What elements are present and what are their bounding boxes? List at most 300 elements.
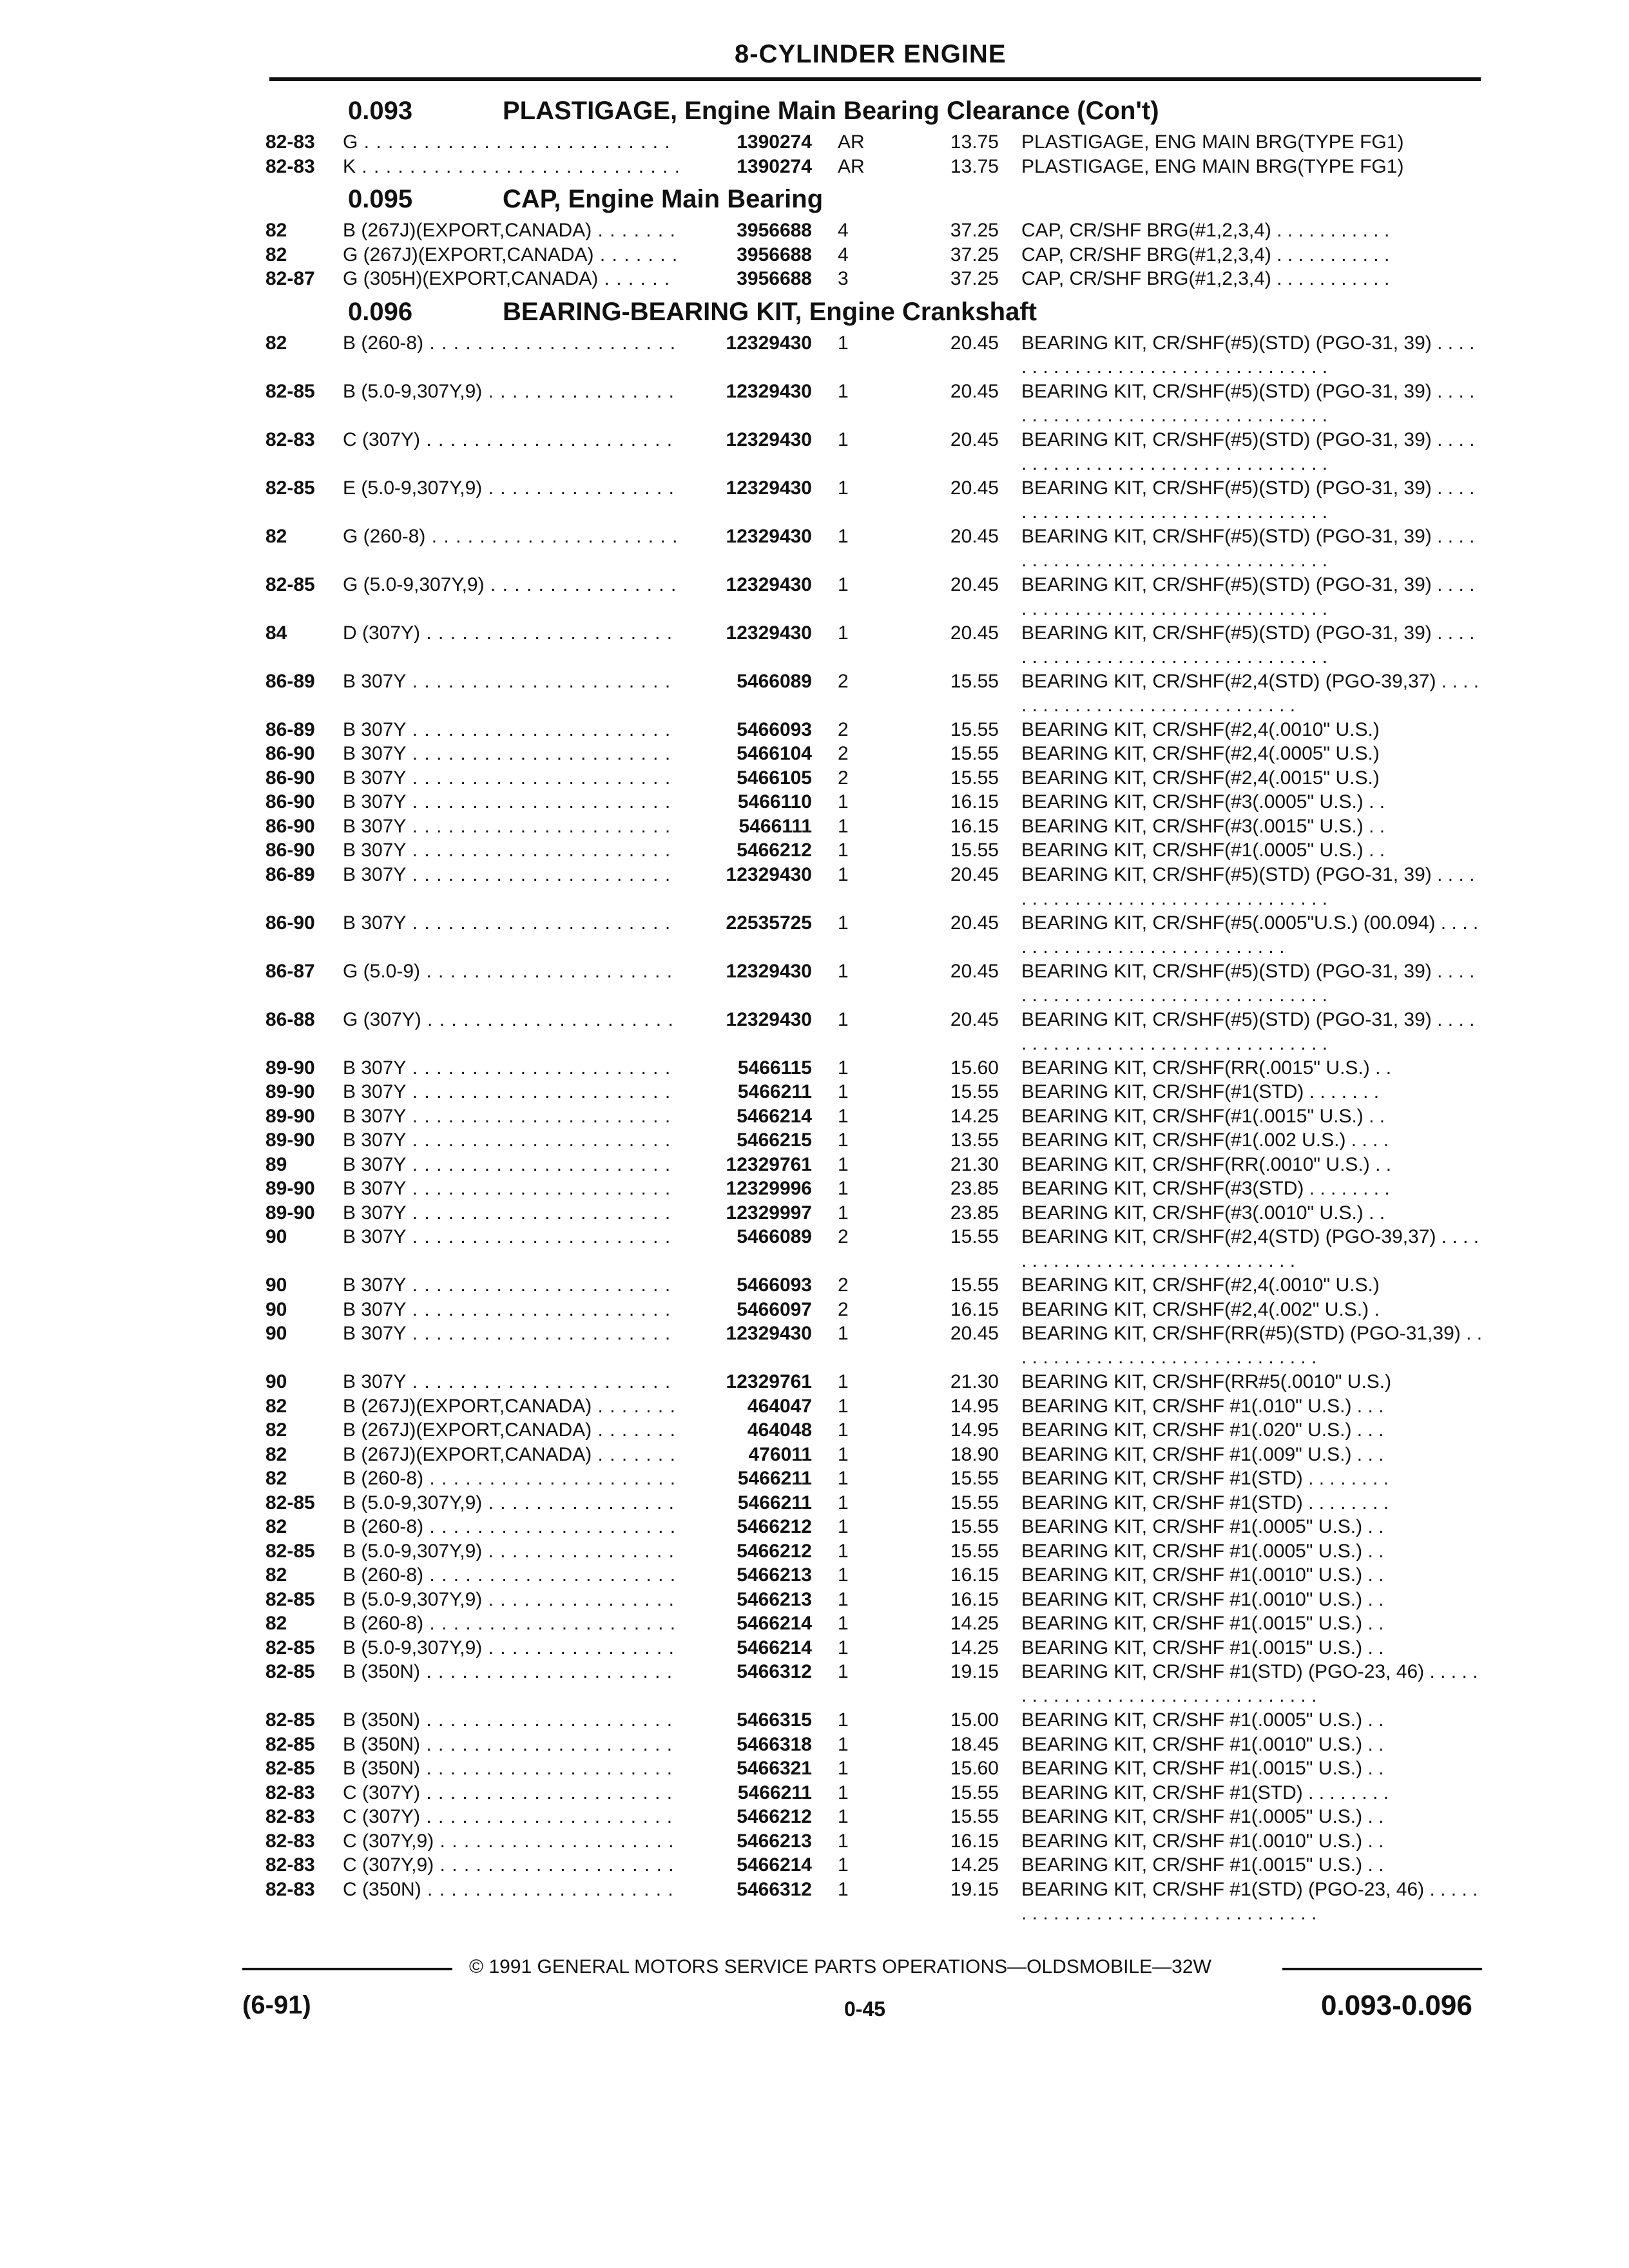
section-code: 0.095: [348, 185, 413, 213]
page-title: 8-CYLINDER ENGINE: [735, 40, 1007, 68]
part-description: BEARING KIT, CR/SHF #1(.0005" U.S.) . .: [1021, 1709, 1384, 1731]
part-description: BEARING KIT, CR/SHF #1(STD) . . . . . . . .: [1021, 1782, 1389, 1803]
part-number: 5466312: [683, 1660, 812, 1684]
table-row: [0, 766, 1629, 791]
quantity: 1: [838, 1178, 849, 1199]
table-row: [0, 1636, 1629, 1660]
part-description: BEARING KIT, CR/SHF(#2,4(.0010" U.S.): [1021, 718, 1380, 740]
list-price: 15.60: [950, 1758, 999, 1779]
part-number: 5466321: [683, 1756, 812, 1780]
model-application: G (5.0-9,307Y,9) . . .: [343, 573, 678, 597]
section-title: PLASTIGAGE, Engine Main Bearing Clearance (Con't): [503, 97, 1159, 125]
quantity: 4: [838, 244, 849, 265]
quantity: 1: [838, 1371, 849, 1392]
model-application: B 307Y . . .: [343, 814, 678, 838]
table-row: [0, 331, 1629, 380]
list-price: 19.15: [950, 1661, 999, 1682]
list-price: 37.25: [950, 268, 999, 289]
model-application: B 307Y . . .: [343, 742, 678, 765]
model-application: B 307Y . . .: [343, 1080, 678, 1104]
part-number: 5466213: [683, 1588, 812, 1611]
model-years: 90: [265, 1371, 287, 1392]
part-number: 5466213: [683, 1829, 812, 1853]
model-application: B 307Y . . .: [343, 1128, 678, 1152]
part-number: 5466089: [683, 1225, 812, 1249]
table-row: [0, 911, 1629, 959]
table-row: [0, 1104, 1629, 1129]
model-years: 82: [265, 1443, 287, 1465]
quantity: 1: [838, 1008, 849, 1030]
part-description: BEARING KIT, CR/SHF(#5)(STD) (PGO-31, 39) . . . . . . . . . . . . . . . . . . . . . . . . . . . . . . . . .: [1021, 428, 1475, 474]
quantity: 1: [838, 1419, 849, 1441]
list-price: 15.60: [950, 1057, 999, 1079]
part-description: BEARING KIT, CR/SHF(#5)(STD) (PGO-31, 39) . . . . . . . . . . . . . . . . . . . . . . . . . . . . . . . . .: [1021, 332, 1475, 378]
quantity: 1: [838, 1516, 849, 1537]
model-years: 82: [265, 1564, 287, 1586]
list-price: 14.95: [950, 1395, 999, 1417]
part-description: BEARING KIT, CR/SHF(#3(.0015" U.S.) . .: [1021, 815, 1385, 837]
model-years: 82-83: [265, 1878, 315, 1900]
model-application: B (5.0-9,307Y,9) . . .: [343, 1491, 678, 1515]
model-years: 82-85: [265, 1758, 315, 1779]
quantity: 1: [838, 1661, 849, 1682]
quantity: 1: [838, 1057, 849, 1079]
model-years: 86-90: [265, 767, 315, 789]
model-application: G (5.0-9) . . .: [343, 959, 678, 983]
footer-revision-date: (6-91): [242, 1991, 311, 2019]
list-price: 14.95: [950, 1419, 999, 1441]
model-application: B 307Y . . .: [343, 1273, 678, 1297]
part-description: BEARING KIT, CR/SHF #1(.0005" U.S.) . .: [1021, 1806, 1384, 1827]
quantity: 2: [838, 1274, 849, 1296]
model-years: 82: [265, 1516, 287, 1537]
part-description: BEARING KIT, CR/SHF(#1(STD) . . . . . . .: [1021, 1081, 1380, 1102]
table-row: [0, 1418, 1629, 1443]
part-description: CAP, CR/SHF BRG(#1,2,3,4) . . . . . . . . . . .: [1021, 244, 1390, 265]
table-row: [0, 669, 1629, 718]
part-description: BEARING KIT, CR/SHF #1(STD) (PGO-23, 46) . . . . . . . . . . . . . . . . . . . . . . . . . . . . . . . . .: [1021, 1878, 1478, 1924]
model-application: B (260-8) . . .: [343, 331, 678, 355]
part-description: BEARING KIT, CR/SHF(#2,4(.0015" U.S.): [1021, 767, 1380, 789]
model-application: B 307Y . . .: [343, 1298, 678, 1321]
part-number: 1390274: [683, 155, 812, 178]
quantity: 1: [838, 428, 849, 450]
model-application: B (350N) . . .: [343, 1708, 678, 1732]
part-number: 12329430: [683, 621, 812, 645]
part-description: BEARING KIT, CR/SHF #1(STD) . . . . . . . .: [1021, 1468, 1389, 1489]
model-application: C (307Y) . . .: [343, 1781, 678, 1805]
model-application: B (260-8) . . .: [343, 1611, 678, 1635]
part-number: 5466315: [683, 1708, 812, 1732]
table-row: [0, 1733, 1629, 1757]
part-description: BEARING KIT, CR/SHF(#2,4(.0005" U.S.): [1021, 743, 1380, 764]
model-application: G (267J)(EXPORT,CANADA) . . .: [343, 243, 678, 267]
part-number: 12329430: [683, 380, 812, 403]
model-application: B 307Y . . .: [343, 838, 678, 862]
model-application: C (307Y) . . .: [343, 1805, 678, 1829]
section-code: 0.093: [348, 97, 413, 125]
list-price: 15.55: [950, 1468, 999, 1489]
part-number: 5466213: [683, 1563, 812, 1587]
model-years: 82: [265, 1395, 287, 1417]
part-description: BEARING KIT, CR/SHF(#3(STD) . . . . . . . .: [1021, 1178, 1390, 1199]
list-price: 16.15: [950, 1564, 999, 1586]
quantity: 1: [838, 815, 849, 837]
part-number: 12329430: [683, 476, 812, 500]
list-price: 23.85: [950, 1202, 999, 1224]
quantity: 1: [838, 1153, 849, 1175]
model-application: B (5.0-9,307Y,9) . . .: [343, 1539, 678, 1563]
quantity: 1: [838, 791, 849, 812]
model-application: B (350N) . . .: [343, 1733, 678, 1756]
model-years: 82-85: [265, 1661, 315, 1682]
model-application: B 307Y . . .: [343, 1225, 678, 1249]
part-number: 5466212: [683, 1515, 812, 1539]
part-number: 12329430: [683, 428, 812, 452]
footer-rule-right: [1282, 1968, 1482, 1970]
table-row: [0, 621, 1629, 669]
part-number: 12329430: [683, 863, 812, 887]
list-price: 20.45: [950, 428, 999, 450]
model-years: 89-90: [265, 1057, 315, 1079]
list-price: 20.45: [950, 573, 999, 595]
model-application: B 307Y . . .: [343, 1201, 678, 1225]
part-description: BEARING KIT, CR/SHF #1(.0015" U.S.) . .: [1021, 1854, 1384, 1876]
part-number: 464047: [683, 1394, 812, 1418]
quantity: 2: [838, 1298, 849, 1320]
list-price: 14.25: [950, 1637, 999, 1658]
table-row: [0, 243, 1629, 267]
part-description: BEARING KIT, CR/SHF(#5)(STD) (PGO-31, 39) . . . . . . . . . . . . . . . . . . . . . . . . . . . . . . . . .: [1021, 863, 1475, 909]
part-number: 12329430: [683, 959, 812, 983]
quantity: 1: [838, 1830, 849, 1852]
list-price: 18.45: [950, 1733, 999, 1755]
model-years: 86-90: [265, 815, 315, 837]
part-description: BEARING KIT, CR/SHF(#5)(STD) (PGO-31, 39) . . . . . . . . . . . . . . . . . . . . . . . . . . . . . . . . .: [1021, 573, 1475, 619]
section-header: [0, 90, 1629, 130]
list-price: 19.15: [950, 1878, 999, 1900]
list-price: 15.55: [950, 670, 999, 692]
model-years: 82-85: [265, 1709, 315, 1731]
part-description: BEARING KIT, CR/SHF(#5)(STD) (PGO-31, 39) . . . . . . . . . . . . . . . . . . . . . . . . . . . . . . . . .: [1021, 960, 1475, 1006]
part-number: 5466215: [683, 1128, 812, 1152]
list-price: 20.45: [950, 960, 999, 982]
list-price: 20.45: [950, 1323, 999, 1344]
part-description: BEARING KIT, CR/SHF #1(.0015" U.S.) . .: [1021, 1637, 1384, 1658]
list-price: 15.55: [950, 1806, 999, 1827]
model-years: 82-83: [265, 131, 315, 153]
model-application: C (307Y,9) . . .: [343, 1853, 678, 1877]
part-number: 5466211: [683, 1080, 812, 1104]
quantity: 1: [838, 960, 849, 982]
table-row: [0, 1008, 1629, 1056]
part-number: 3956688: [683, 243, 812, 267]
footer-page-number: 0-45: [844, 1997, 886, 2021]
model-years: 84: [265, 622, 287, 644]
part-description: BEARING KIT, CR/SHF(#3(.0010" U.S.) . .: [1021, 1202, 1385, 1224]
model-years: 86-89: [265, 863, 315, 885]
quantity: 2: [838, 718, 849, 740]
model-application: B (5.0-9,307Y,9) . . .: [343, 1588, 678, 1611]
model-years: 82-83: [265, 1830, 315, 1852]
model-application: B 307Y . . .: [343, 1321, 678, 1345]
part-description: BEARING KIT, CR/SHF #1(.0015" U.S.) . .: [1021, 1758, 1384, 1779]
part-description: BEARING KIT, CR/SHF(RR#5(.0010" U.S.): [1021, 1371, 1392, 1392]
quantity: 1: [838, 1081, 849, 1102]
part-number: 464048: [683, 1418, 812, 1442]
model-years: 82-83: [265, 1806, 315, 1827]
model-application: D (307Y) . . .: [343, 621, 678, 645]
part-description: BEARING KIT, CR/SHF(RR(#5)(STD) (PGO-31,39) . . . . . . . . . . . . . . . . . . . . . . . . . . . . . .: [1021, 1323, 1483, 1368]
list-price: 37.25: [950, 244, 999, 265]
model-years: 82: [265, 525, 287, 547]
table-row: [0, 1515, 1629, 1539]
part-description: BEARING KIT, CR/SHF(#2,4(.002" U.S.) .: [1021, 1298, 1380, 1320]
quantity: 1: [838, 1637, 849, 1658]
list-price: 13.75: [950, 155, 999, 177]
part-number: 476011: [683, 1443, 812, 1466]
model-application: B (267J)(EXPORT,CANADA) . . .: [343, 1418, 678, 1442]
part-number: 5466312: [683, 1878, 812, 1901]
model-years: 86-90: [265, 912, 315, 934]
table-row: [0, 1298, 1629, 1322]
quantity: 1: [838, 1564, 849, 1586]
quantity: AR: [838, 131, 865, 153]
part-description: PLASTIGAGE, ENG MAIN BRG(TYPE FG1): [1021, 131, 1404, 153]
part-number: 5466211: [683, 1781, 812, 1805]
list-price: 14.25: [950, 1105, 999, 1127]
section-header: [0, 291, 1629, 331]
table-row: [0, 1128, 1629, 1153]
model-years: 90: [265, 1298, 287, 1320]
quantity: 1: [838, 1443, 849, 1465]
model-years: 86-90: [265, 840, 315, 861]
part-number: 5466115: [683, 1056, 812, 1080]
section-code: 0.096: [348, 297, 413, 326]
list-price: 20.45: [950, 332, 999, 354]
quantity: 1: [838, 1613, 849, 1634]
model-application: B 307Y . . .: [343, 669, 678, 693]
part-number: 5466093: [683, 718, 812, 742]
list-price: 15.55: [950, 1081, 999, 1102]
part-description: BEARING KIT, CR/SHF #1(.010" U.S.) . . .: [1021, 1395, 1384, 1417]
model-years: 82: [265, 1468, 287, 1489]
model-years: 82: [265, 332, 287, 354]
list-price: 13.75: [950, 131, 999, 153]
quantity: 4: [838, 220, 849, 241]
part-number: 5466105: [683, 766, 812, 790]
quantity: 1: [838, 525, 849, 547]
part-description: BEARING KIT, CR/SHF #1(.0015" U.S.) . .: [1021, 1613, 1384, 1634]
part-number: 5466214: [683, 1853, 812, 1877]
list-price: 20.45: [950, 912, 999, 934]
table-row: [0, 1805, 1629, 1829]
quantity: 2: [838, 743, 849, 764]
model-years: 86-88: [265, 1008, 315, 1030]
section-title: CAP, Engine Main Bearing: [503, 185, 824, 213]
quantity: 1: [838, 1878, 849, 1900]
quantity: 2: [838, 767, 849, 789]
model-application: B (260-8) . . .: [343, 1515, 678, 1539]
part-number: 12329430: [683, 331, 812, 355]
quantity: 1: [838, 1202, 849, 1224]
model-application: B 307Y . . .: [343, 1370, 678, 1394]
part-number: 3956688: [683, 267, 812, 291]
part-description: BEARING KIT, CR/SHF #1(.0010" U.S.) . .: [1021, 1830, 1384, 1852]
model-application: B 307Y . . .: [343, 911, 678, 935]
quantity: 1: [838, 622, 849, 644]
list-price: 21.30: [950, 1371, 999, 1392]
table-row: [0, 1201, 1629, 1225]
table-row: [0, 1588, 1629, 1612]
part-number: 5466211: [683, 1491, 812, 1515]
part-number: 12329430: [683, 573, 812, 597]
quantity: 3: [838, 268, 849, 289]
list-price: 16.15: [950, 815, 999, 837]
model-application: B (5.0-9,307Y,9) . . .: [343, 1636, 678, 1660]
table-row: [0, 1539, 1629, 1564]
part-description: BEARING KIT, CR/SHF #1(.020" U.S.) . . .: [1021, 1419, 1384, 1441]
quantity: 2: [838, 670, 849, 692]
table-row: [0, 1756, 1629, 1781]
model-years: 86-89: [265, 718, 315, 740]
part-description: BEARING KIT, CR/SHF #1(STD) . . . . . . . .: [1021, 1492, 1389, 1514]
part-number: 5466104: [683, 742, 812, 765]
model-application: B 307Y . . .: [343, 1104, 678, 1128]
part-description: BEARING KIT, CR/SHF(#5)(STD) (PGO-31, 39) . . . . . . . . . . . . . . . . . . . . . . . . . . . . . . . . .: [1021, 1008, 1475, 1054]
model-years: 82: [265, 1419, 287, 1441]
table-row: [0, 130, 1629, 155]
model-application: B (267J)(EXPORT,CANADA) . . .: [343, 1394, 678, 1418]
list-price: 23.85: [950, 1178, 999, 1199]
table-row: [0, 1563, 1629, 1588]
part-number: 3956688: [683, 218, 812, 242]
part-number: 12329761: [683, 1370, 812, 1394]
quantity: 1: [838, 573, 849, 595]
list-price: 15.55: [950, 1274, 999, 1296]
table-row: [0, 1225, 1629, 1273]
table-row: [0, 1781, 1629, 1805]
part-number: 12329997: [683, 1201, 812, 1225]
table-row: [0, 1394, 1629, 1419]
model-years: 89-90: [265, 1178, 315, 1199]
quantity: AR: [838, 155, 865, 177]
footer-rule-left: [242, 1968, 452, 1970]
quantity: 1: [838, 380, 849, 402]
model-application: C (350N) . . .: [343, 1878, 678, 1901]
part-description: BEARING KIT, CR/SHF #1(.0010" U.S.) . .: [1021, 1733, 1384, 1755]
part-number: 1390274: [683, 130, 812, 154]
part-description: BEARING KIT, CR/SHF(#5(.0005"U.S.) (00.094) . . . . . . . . . . . . . . . . . . . . . . . . . . . . .: [1021, 912, 1479, 957]
part-number: 5466214: [683, 1104, 812, 1128]
list-price: 15.55: [950, 1492, 999, 1514]
table-row: [0, 1878, 1629, 1926]
model-application: K . . .: [343, 155, 678, 178]
model-years: 82-87: [265, 268, 315, 289]
model-years: 86-90: [265, 791, 315, 812]
part-description: BEARING KIT, CR/SHF #1(.009" U.S.) . . .: [1021, 1443, 1384, 1465]
model-years: 82-85: [265, 573, 315, 595]
model-application: G . . .: [343, 130, 678, 154]
list-price: 37.25: [950, 220, 999, 241]
model-years: 89-90: [265, 1105, 315, 1127]
model-years: 86-90: [265, 743, 315, 764]
model-application: B 307Y . . .: [343, 1153, 678, 1177]
model-years: 82-85: [265, 1733, 315, 1755]
list-price: 21.30: [950, 1153, 999, 1175]
list-price: 20.45: [950, 863, 999, 885]
table-row: [0, 838, 1629, 863]
quantity: 1: [838, 1806, 849, 1827]
model-years: 82-83: [265, 1854, 315, 1876]
list-price: 15.55: [950, 1540, 999, 1562]
model-years: 89: [265, 1153, 287, 1175]
model-application: B 307Y . . .: [343, 766, 678, 790]
part-number: 5466318: [683, 1733, 812, 1756]
list-price: 15.55: [950, 840, 999, 861]
table-row: [0, 814, 1629, 839]
list-price: 20.45: [950, 477, 999, 499]
model-years: 82-85: [265, 1637, 315, 1658]
model-application: B (267J)(EXPORT,CANADA) . . .: [343, 218, 678, 242]
table-row: [0, 524, 1629, 573]
table-row: [0, 1491, 1629, 1515]
model-years: 82: [265, 1613, 287, 1634]
model-years: 86-87: [265, 960, 315, 982]
list-price: 20.45: [950, 1008, 999, 1030]
part-number: 12329996: [683, 1177, 812, 1200]
table-row: [0, 863, 1629, 911]
model-years: 86-89: [265, 670, 315, 692]
model-application: B (267J)(EXPORT,CANADA) . . .: [343, 1443, 678, 1466]
part-description: PLASTIGAGE, ENG MAIN BRG(TYPE FG1): [1021, 155, 1404, 177]
part-number: 5466214: [683, 1636, 812, 1660]
model-years: 82: [265, 220, 287, 241]
quantity: 1: [838, 1758, 849, 1779]
table-row: [0, 1660, 1629, 1708]
model-years: 82-83: [265, 1782, 315, 1803]
part-description: BEARING KIT, CR/SHF(#5)(STD) (PGO-31, 39) . . . . . . . . . . . . . . . . . . . . . . . . . . . . . . . . .: [1021, 525, 1475, 571]
part-description: BEARING KIT, CR/SHF(#2,4(.0010" U.S.): [1021, 1274, 1380, 1296]
table-row: [0, 573, 1629, 621]
table-row: [0, 218, 1629, 243]
list-price: 15.55: [950, 767, 999, 789]
quantity: 1: [838, 1854, 849, 1876]
table-row: [0, 1466, 1629, 1491]
model-years: 82-85: [265, 1492, 315, 1514]
part-number: 12329430: [683, 1321, 812, 1345]
quantity: 1: [838, 1468, 849, 1489]
part-description: BEARING KIT, CR/SHF(#1(.002 U.S.) . . . .: [1021, 1129, 1389, 1151]
part-number: 12329430: [683, 1008, 812, 1032]
list-price: 15.00: [950, 1709, 999, 1731]
model-application: B (260-8) . . .: [343, 1563, 678, 1587]
model-years: 82: [265, 244, 287, 265]
list-price: 16.15: [950, 1830, 999, 1852]
list-price: 14.25: [950, 1613, 999, 1634]
quantity: 1: [838, 1588, 849, 1610]
model-years: 82-85: [265, 1540, 315, 1562]
table-row: [0, 718, 1629, 742]
model-application: B 307Y . . .: [343, 863, 678, 887]
part-number: 5466097: [683, 1298, 812, 1321]
model-years: 90: [265, 1274, 287, 1296]
part-number: 5466214: [683, 1611, 812, 1635]
quantity: 1: [838, 1129, 849, 1151]
table-row: [0, 1153, 1629, 1177]
part-number: 5466211: [683, 1466, 812, 1490]
part-description: BEARING KIT, CR/SHF #1(.0010" U.S.) . .: [1021, 1588, 1384, 1610]
